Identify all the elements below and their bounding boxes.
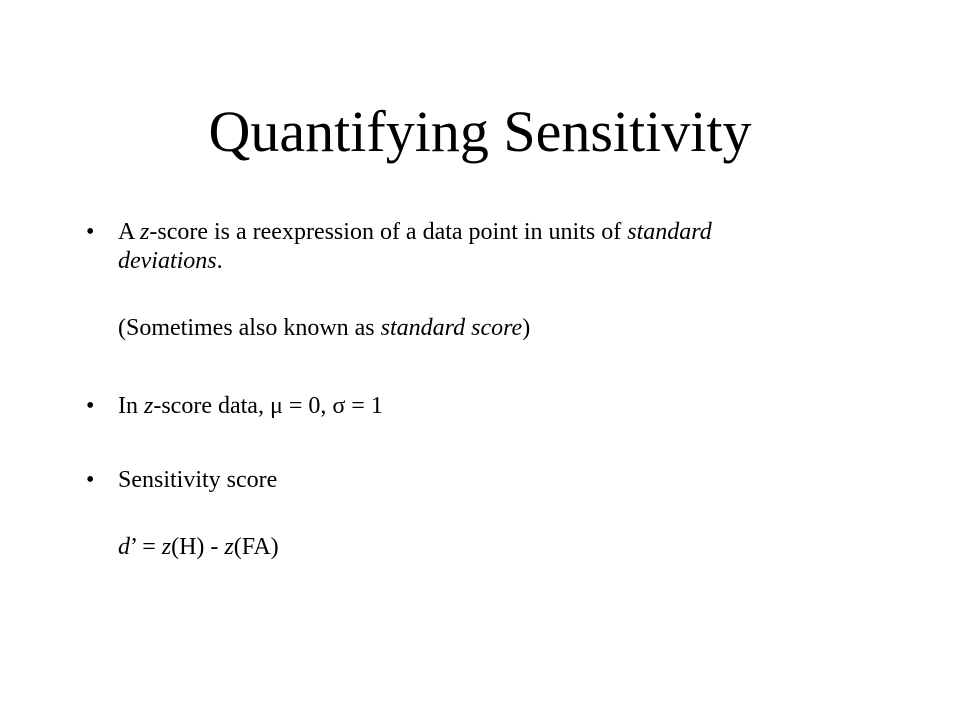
text-run: In (118, 393, 144, 419)
text-run: -score is a reexpression of a data point in units of (149, 219, 628, 245)
italic-text-run: z (140, 219, 150, 245)
text-run: (H) - (171, 534, 225, 560)
bullet-marker: • (86, 467, 95, 493)
bullet-1-line-1 (118, 217, 712, 247)
text-run: ) (522, 315, 531, 341)
text-run: = (136, 534, 162, 560)
italic-text-run: z (161, 534, 172, 560)
slide-title: Quantifying Sensitivity (208, 99, 752, 164)
italic-text-run: standard (627, 219, 712, 245)
italic-text-run: z (224, 534, 234, 560)
bullet-1-line-3 (118, 313, 530, 343)
bullet-marker: • (86, 219, 95, 245)
italic-text-run: d (118, 534, 130, 560)
italic-text-run: z (144, 393, 154, 419)
italic-text-run: deviations (118, 248, 217, 274)
text-run: (FA) (233, 534, 279, 560)
text-run: Sensitivity score (118, 467, 278, 493)
bullet-3-line-2 (118, 532, 279, 562)
italic-text-run: standard score (380, 315, 523, 341)
bullet-1-line-2 (118, 246, 223, 276)
bullet-marker: • (86, 393, 95, 419)
text-run: A (118, 219, 141, 245)
text-run: -score data, μ = 0, σ = 1 (153, 393, 383, 419)
text-run: ’ (130, 534, 137, 560)
bullet-2-line-1 (118, 391, 383, 421)
bullet-3-line-1 (118, 465, 277, 495)
text-run: . (216, 248, 223, 274)
text-run: (Sometimes also known as (118, 315, 381, 341)
